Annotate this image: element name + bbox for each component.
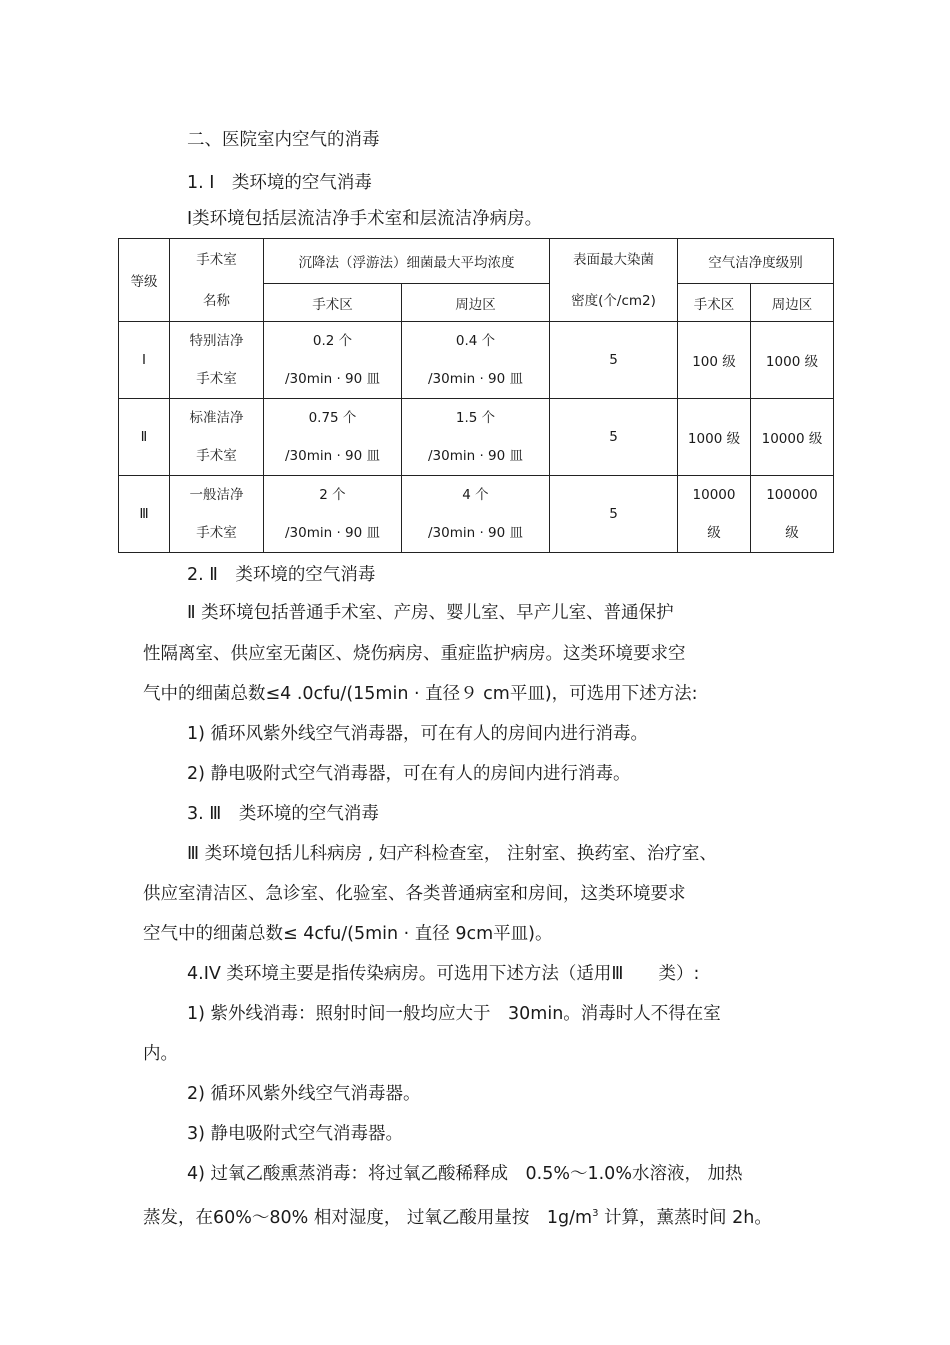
s2-paragraph-line: 气中的细菌总数≤4 .0cfu/(15min · 直径９ cm平皿)，可选用下述方法: <box>143 684 698 704</box>
row-clean-surgical: 100 级 <box>678 322 751 399</box>
s4-method: 2) 循环风紫外线空气消毒器。 <box>187 1084 421 1104</box>
cleanroom-standards-table <box>118 238 834 553</box>
header-room: 手术室 名称 <box>170 239 264 322</box>
row-peripheral: 4 个 /30min · 90 皿 <box>402 476 550 553</box>
row-level: Ⅰ <box>119 322 170 399</box>
row-clean-peripheral: 100000 级 <box>751 476 834 553</box>
s4-method: 4) 过氧乙酸熏蒸消毒：将过氧乙酸稀释成 0.5%～1.0%水溶液， 加热 <box>187 1164 743 1184</box>
s3-title: 3. Ⅲ 类环境的空气消毒 <box>187 804 379 824</box>
s3-paragraph-line: 空气中的细菌总数≤ 4cfu/(5min · 直径 9cm平皿)。 <box>143 924 553 944</box>
s3-paragraph-line: 供应室清洁区、急诊室、化验室、各类普通病室和房间，这类环境要求 <box>143 884 686 904</box>
header-cleanliness: 空气洁净度级别 <box>678 239 834 284</box>
s1-title: 1. Ⅰ 类环境的空气消毒 <box>187 173 372 193</box>
header-clean-surgical: 手术区 <box>678 284 751 322</box>
header-clean-peripheral: 周边区 <box>751 284 834 322</box>
s2-method: 2) 静电吸附式空气消毒器，可在有人的房间内进行消毒。 <box>187 764 631 784</box>
header-peripheral-zone: 周边区 <box>402 284 550 322</box>
s2-title: 2. Ⅱ 类环境的空气消毒 <box>187 565 376 585</box>
s2-paragraph-line: Ⅱ 类环境包括普通手术室、产房、婴儿室、早产儿室、普通保护 <box>187 603 674 623</box>
s4-method: 内。 <box>143 1044 178 1064</box>
s4-method: 蒸发，在60%～80% 相对湿度， 过氧乙酸用量按 $1g/m^3$ 计算，薰蒸时间 2h。 <box>143 1207 772 1228</box>
row-level: Ⅲ <box>119 476 170 553</box>
row-surface: 5 <box>550 476 678 553</box>
row-clean-peripheral: 10000 级 <box>751 399 834 476</box>
header-surface: 表面最大染菌 密度(个/cm2) <box>550 239 678 322</box>
s3-paragraph-line: Ⅲ 类环境包括儿科病房 , 妇产科检查室， 注射室、换药室、治疗室、 <box>187 844 717 864</box>
header-bacteria: 沉降法（浮游法）细菌最大平均浓度 <box>264 239 550 284</box>
section-title: 二、医院室内空气的消毒 <box>187 130 380 150</box>
s2-method: 1) 循环风紫外线空气消毒器，可在有人的房间内进行消毒。 <box>187 724 649 744</box>
row-clean-surgical: 10000 级 <box>678 476 751 553</box>
row-clean-peripheral: 1000 级 <box>751 322 834 399</box>
s1-intro: Ⅰ类环境包括层流洁净手术室和层流洁净病房。 <box>187 209 543 229</box>
header-level: 等级 <box>119 239 170 322</box>
row-room: 特别洁净 手术室 <box>170 322 264 399</box>
s4-method: 1) 紫外线消毒：照射时间一般均应大于 30min。消毒时人不得在室 <box>187 1004 721 1024</box>
table-row <box>119 399 834 476</box>
s2-paragraph-line: 性隔离室、供应室无菌区、烧伤病房、重症监护病房。这类环境要求空 <box>143 644 686 664</box>
row-peripheral: 0.4 个 /30min · 90 皿 <box>402 322 550 399</box>
s4-title: 4.IV 类环境主要是指传染病房。可选用下述方法（适用Ⅲ 类）: <box>187 964 700 984</box>
row-surgical: 0.2 个 /30min · 90 皿 <box>264 322 402 399</box>
s4-method: 3) 静电吸附式空气消毒器。 <box>187 1124 404 1144</box>
row-peripheral: 1.5 个 /30min · 90 皿 <box>402 399 550 476</box>
table-row <box>119 476 834 553</box>
row-surgical: 2 个 /30min · 90 皿 <box>264 476 402 553</box>
row-surface: 5 <box>550 322 678 399</box>
row-surface: 5 <box>550 399 678 476</box>
row-level: Ⅱ <box>119 399 170 476</box>
row-surgical: 0.75 个 /30min · 90 皿 <box>264 399 402 476</box>
table-row <box>119 322 834 399</box>
row-room: 一般洁净 手术室 <box>170 476 264 553</box>
row-clean-surgical: 1000 级 <box>678 399 751 476</box>
row-room: 标准洁净 手术室 <box>170 399 264 476</box>
header-surgical-zone: 手术区 <box>264 284 402 322</box>
